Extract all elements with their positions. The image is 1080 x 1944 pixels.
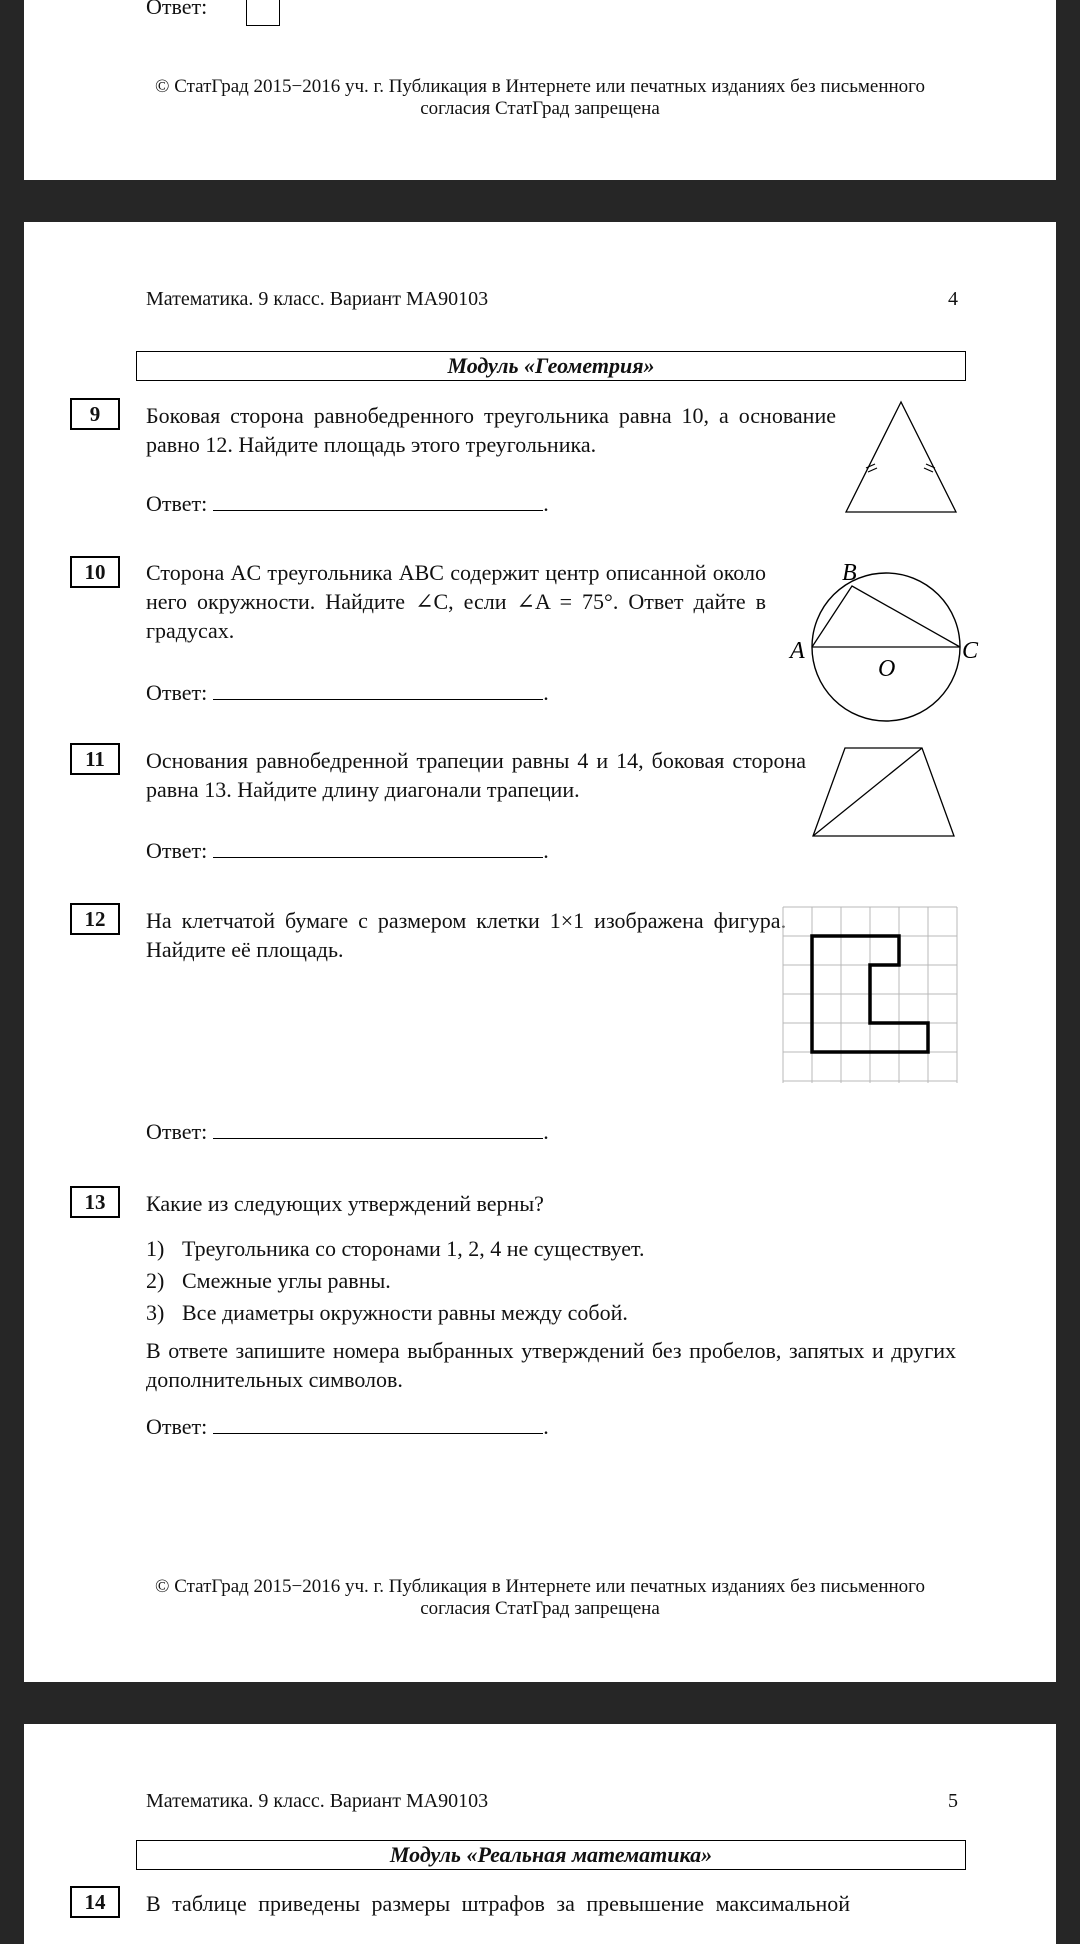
task-10-answer-row: Ответ: . <box>146 677 549 707</box>
option-text: Треугольника со сторонами 1, 2, 4 не существует. <box>182 1236 645 1261</box>
answer-line[interactable] <box>213 1411 543 1434</box>
figure-label-o: O <box>878 656 896 682</box>
task-13-answer-row: Ответ: . <box>146 1411 549 1441</box>
module-title: Модуль «Геометрия» <box>136 351 966 381</box>
task-12-answer-row: Ответ: . <box>146 1116 549 1146</box>
task-10-text: Сторона AC треугольника ABC содержит центр описанной около него окружности. Найдите ∠C, если ∠A = 75°. Ответ дайте в градусах. <box>146 560 766 643</box>
task-11-text: Основания равнобедренной трапеции равны 4 и 14, боковая сторона равна 13. Найдите длину диагонали трапеции. <box>146 748 806 802</box>
task-number-12: 12 <box>70 903 120 935</box>
task-number-13: 13 <box>70 1186 120 1218</box>
task-13-text: Какие из следующих утверждений верны? <box>146 1191 544 1216</box>
answer-box[interactable] <box>246 0 280 26</box>
answer-line[interactable] <box>213 677 543 700</box>
footer <box>24 76 1056 120</box>
task-12-text: На клетчатой бумаге с размером клетки 1×1 изображена фигура. Найдите её площадь. <box>146 908 786 962</box>
task-number-14: 14 <box>70 1886 120 1918</box>
page-number: 5 <box>948 1790 958 1812</box>
answer-label: Ответ: <box>146 1119 208 1144</box>
figure-label-a: A <box>790 638 805 664</box>
option-text: Смежные углы равны. <box>182 1268 391 1293</box>
footer-line-2: согласия СтатГрад запрещена <box>420 98 660 119</box>
footer-line-1: © СтатГрад 2015−2016 уч. г. Публикация в Интернете или печатных изданиях без письменного <box>155 76 925 97</box>
grid-figure <box>782 906 962 1086</box>
task-number-10: 10 <box>70 556 120 588</box>
task-14-text: В таблице приведены размеры штрафов за превышение максимальной <box>146 1891 851 1916</box>
option-number: 2) <box>146 1268 165 1293</box>
isosceles-triangle-figure <box>840 400 964 520</box>
option-2 <box>146 1266 391 1295</box>
task-9-text: Боковая сторона равнобедренного треугольника равна 10, а основание равно 12. Найдите площадь этого треугольника. <box>146 403 836 457</box>
answer-label: Ответ: <box>146 680 208 705</box>
answer-line[interactable] <box>213 1116 543 1139</box>
figure-label-c: C <box>962 638 979 664</box>
page-header: Математика. 9 класс. Вариант МА90103 <box>146 1790 489 1812</box>
footer <box>24 1576 1056 1620</box>
option-number: 1) <box>146 1236 165 1261</box>
trapezoid-figure <box>810 742 970 842</box>
option-text: Все диаметры окружности равны между собой. <box>182 1300 628 1325</box>
answer-label: Ответ: <box>146 838 208 863</box>
footer-line-1: © СтатГрад 2015−2016 уч. г. Публикация в Интернете или печатных изданиях без письменного <box>155 1576 925 1597</box>
module-title: Модуль «Реальная математика» <box>136 1840 966 1870</box>
task-11-answer-row: Ответ: . <box>146 835 549 865</box>
task-13-instruction: В ответе запишите номера выбранных утверждений без пробелов, запятых и других дополнительных символов. <box>146 1338 956 1392</box>
task-9-answer-row: Ответ: . <box>146 488 549 518</box>
triangle-in-circle-figure <box>762 552 1022 732</box>
figure-label-b: B <box>842 560 857 586</box>
task-number-11: 11 <box>70 743 120 775</box>
page-5 <box>24 1724 1056 1944</box>
answer-label: Ответ: <box>146 491 208 516</box>
page-header: Математика. 9 класс. Вариант МА90103 <box>146 288 489 310</box>
option-1 <box>146 1234 644 1263</box>
page-4 <box>24 222 1056 1682</box>
option-3 <box>146 1298 628 1327</box>
option-number: 3) <box>146 1300 165 1325</box>
page-number: 4 <box>948 288 958 310</box>
answer-row <box>146 0 207 21</box>
answer-line[interactable] <box>213 835 543 858</box>
answer-line[interactable] <box>213 488 543 511</box>
previous-page <box>24 0 1056 180</box>
footer-line-2: согласия СтатГрад запрещена <box>420 1598 660 1619</box>
task-number-9: 9 <box>70 398 120 430</box>
answer-label: Ответ: <box>146 1414 208 1439</box>
answer-label: Ответ: <box>146 0 208 19</box>
